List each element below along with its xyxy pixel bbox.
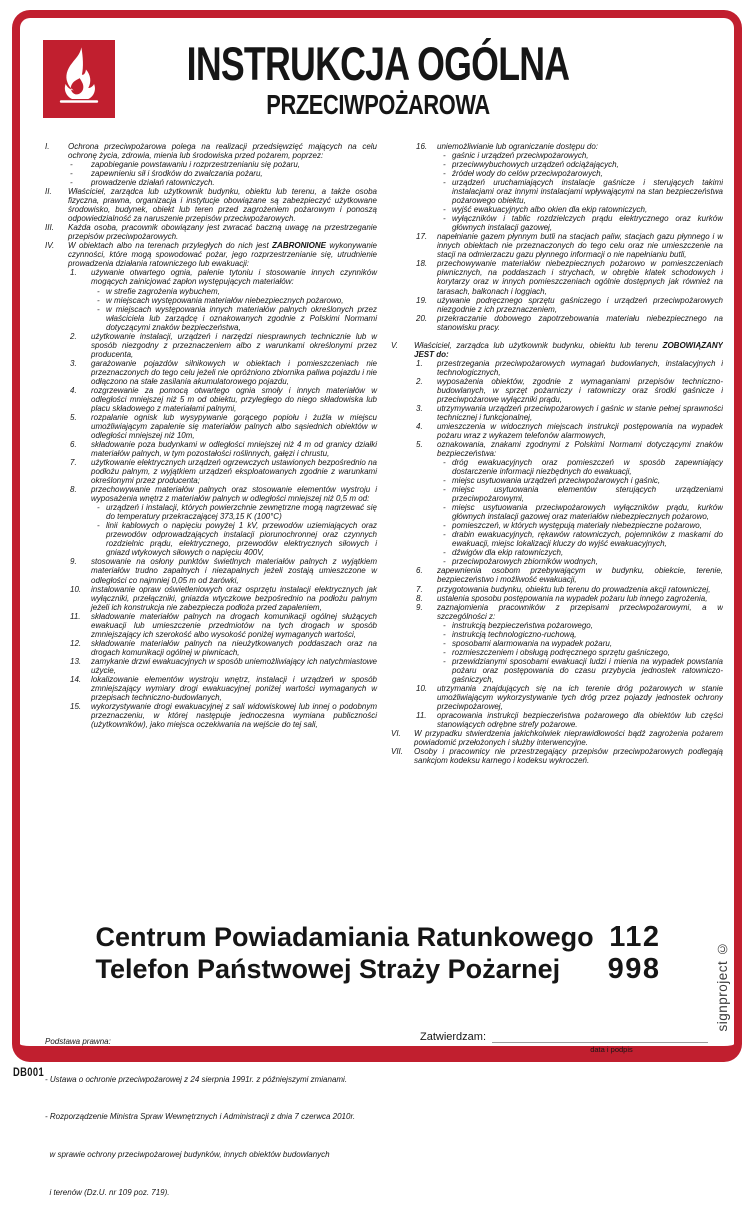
item-label: 8.: [70, 485, 77, 495]
item-text: napełnianie gazem płynnym butli na stacjach paliw, stacjach gazu płynnego i w innych obiektach nie przeznaczonych do tego celu oraz nie umieszczenie na stacji na odmierzaczu gazu płynnego informacji o nie napełnianiu butli,: [437, 232, 723, 260]
instruction-item: [391, 440, 723, 458]
item-label: 20.: [416, 313, 428, 323]
item-text: przechowywanie materiałów niebezpiecznych pożarowo w pomieszczeniach piwnicznych, na poddaszach i strychach, w obrębie klatek schodowych i korytarzy oraz w innych pomieszczeniach ogólnie dostępnych jak również na tarasach, balkonach i loggiach,: [437, 259, 723, 296]
item-text: dźwigów dla ekip ratowniczych,: [452, 548, 564, 558]
instruction-item: [391, 621, 723, 630]
item-text: przewidzianymi sposobami ewakuacji ludzi i mienia na wypadek powstania pożaru oraz postępowania do czasu przybycia jednostek ratowniczo-gaśniczych,: [452, 656, 723, 684]
item-text: instrukcją technologiczno-ruchową,: [452, 629, 577, 639]
instruction-item: [45, 612, 377, 639]
item-text: miejsc usytuowania elementów sterujących urządzeniami przeciwpożarowymi,: [452, 485, 723, 504]
item-text: przygotowania budynku, obiektu lub terenu do prowadzenia akcji ratowniczej,: [437, 584, 711, 594]
item-text: Właściciel, zarządca lub użytkownik budynku, obiektu lub terenu, a także osoba fizyczna, prawna, organizacja i instytucje obowiązane są zabezpieczyć użytkowane środowisko, budynek, obiekt lub teren przed zagrożeniem pożarowym i ponoszą odpowiedzialność za naruszenie przepisów przeciwpożarowych.: [68, 187, 377, 224]
item-text: źródeł wody do celów przeciwpożarowych,: [452, 169, 603, 179]
item-label: 4.: [70, 385, 77, 395]
item-text: rozpalanie ognisk lub wysypywanie gorącego popiołu i żużla w miejscu umożliwiającym zapalenie się materiałów palnych albo sąsiednich obiektów w odległości mniejszej niż 10m,: [91, 412, 377, 440]
item-label: VI.: [391, 729, 401, 738]
item-label: 3.: [70, 358, 77, 368]
item-text: przechowywanie materiałów palnych oraz stosowanie elementów wystroju i wyposażenia wnętrz z materiałów palnych w odległości mniejszej niż 0,5 m od:: [91, 485, 377, 504]
item-label: -: [443, 160, 446, 170]
item-label: 2.: [70, 331, 77, 341]
instruction-item: [45, 178, 377, 187]
item-label: -: [443, 169, 446, 179]
item-text: utrzymywania urządzeń przeciwpożarowych i gaśnic w stanie pełnej sprawności technicznej i funkcjonalnej,: [437, 403, 723, 422]
item-text: wyjść ewakuacyjnych albo okien dla ekip ratowniczych,: [452, 205, 648, 215]
item-label: 7.: [70, 458, 77, 468]
item-text: używanie podręcznego sprzętu gaśniczego i urządzeń przeciwpożarowych niezgodnie z ich przeznaczeniem,: [437, 295, 723, 314]
item-label: -: [443, 638, 446, 648]
instruction-item: [391, 521, 723, 530]
instruction-item: [45, 332, 377, 359]
item-text: sposobami alarmowania na wypadek pożaru,: [452, 638, 613, 648]
instruction-item: [391, 232, 723, 259]
emergency-number: 998: [607, 953, 661, 986]
instruction-item: [391, 557, 723, 566]
legal-line: - Rozporządzenie Ministra Spraw Wewnętrznych i Administracji z dnia 7 czerwca 2010r.: [45, 1112, 356, 1122]
instruction-item: [45, 142, 377, 160]
item-label: 16.: [416, 142, 428, 151]
item-text: rozgrzewanie za pomocą otwartego ognia smoły i innych materiałów w odległości mniejszej niż 5 m od obiektu, przyległego do niego składowiska lub placu składowego z materiałami palnymi,: [91, 385, 377, 413]
instruction-item: [45, 268, 377, 286]
item-text: pomieszczeń, w których występują materiały niebezpieczne pożarowo,: [452, 521, 702, 531]
item-label: 7.: [416, 584, 423, 594]
instruction-item: [45, 585, 377, 612]
item-text: przestrzegania przeciwpożarowych wymagań budowlanych, instalacyjnych i technologicznych,: [437, 358, 723, 377]
instruction-item: [391, 711, 723, 729]
instruction-item: [391, 259, 723, 295]
item-text: w strefie zagrożenia wybuchem,: [106, 286, 220, 296]
item-text: składowanie materiałów palnych na nieużytkowanych poddaszach oraz na drogach komunikacji ogólnej w piwnicach,: [91, 638, 377, 657]
instruction-item: [391, 142, 723, 151]
item-label: V.: [391, 340, 398, 350]
item-label: 1.: [416, 358, 423, 368]
item-label: 2.: [416, 376, 423, 386]
instruction-item: [391, 566, 723, 584]
item-text: linii kablowych o napięciu powyżej 1 kV, przewodów uziemiających oraz przewodów odprowadzających instalacji piorunochronnej oraz czynnych rozdzielnic prądu, elektrycznego, przewodów elektrycznych siłowych i gniazd wtykowych siłowych o napięciu 400V,: [106, 521, 377, 558]
item-text: prowadzenie działań ratowniczych.: [91, 178, 215, 188]
instruction-columns: [45, 142, 723, 924]
item-label: -: [443, 178, 446, 188]
legal-basis: [45, 999, 395, 1216]
instruction-item: [391, 404, 723, 422]
item-label: -: [97, 295, 100, 305]
instruction-item: [45, 169, 377, 178]
item-label: -: [443, 503, 446, 513]
item-label: 9.: [416, 602, 423, 612]
item-text: użytkowanie elektrycznych urządzeń ogrzewczych ustawionych bezpośrednio na podłożu palnym, z wyjątkiem urządzeń eksploatowanych zgodnie z warunkami określonymi przez producenta;: [91, 458, 377, 486]
instruction-item: [391, 314, 723, 332]
instruction-item: [391, 630, 723, 639]
item-label: 5.: [70, 412, 77, 422]
item-label: 10.: [70, 584, 82, 594]
instruction-item: [45, 187, 377, 223]
instruction-item: [45, 241, 377, 268]
item-text: Każda osoba, pracownik obowiązany jest zwracać baczną uwagę na przestrzeganie przepisów przeciwpożarowych.: [68, 223, 377, 242]
column-right: [391, 142, 723, 924]
item-text: przeciwwybuchowych urządzeń odciążających,: [452, 160, 619, 170]
instruction-item: [391, 160, 723, 169]
instruction-item: [45, 160, 377, 169]
instruction-item: [45, 557, 377, 584]
instruction-item: [391, 603, 723, 621]
item-text: składowanie materiałów palnych na drogach komunikacji ogólnej służących ewakuacji lub umieszczenie przedmiotów na tych drogach w sposób zmniejszający ich szerokość albo wysokość poniżej wymaganych wartości,: [91, 611, 377, 639]
item-text: uniemożliwianie lub ograniczanie dostępu do:: [437, 142, 598, 151]
item-label: 13.: [70, 656, 82, 666]
emergency-label: Telefon Państwowej Straży Pożarnej: [95, 954, 561, 985]
item-label: -: [443, 476, 446, 486]
legal-line: Podstawa prawna:: [45, 1036, 111, 1046]
item-label: -: [443, 521, 446, 531]
instruction-item: [45, 657, 377, 675]
instruction-item: [391, 639, 723, 648]
item-text: gaśnic i urządzeń przeciwpożarowych,: [452, 151, 589, 161]
instruction-item: [45, 675, 377, 702]
instruction-item: [391, 359, 723, 377]
item-text: miejsc usytuowania urządzeń przeciwpożarowych i gaśnic,: [452, 476, 661, 486]
approval-block: [420, 1030, 708, 1054]
legal-line: i terenów (Dz.U. nr 109 poz. 719).: [45, 1187, 170, 1197]
item-label: -: [97, 304, 100, 314]
item-label: 9.: [70, 557, 77, 567]
emergency-number: 112: [609, 921, 661, 953]
emergency-row: [96, 954, 661, 984]
instruction-item: [45, 296, 377, 305]
poster-header: [0, 37, 756, 120]
approve-sub-label: data i podpis: [590, 1045, 633, 1054]
item-label: -: [443, 620, 446, 630]
instruction-item: [391, 341, 723, 359]
instruction-item: [391, 214, 723, 232]
item-label: -: [443, 458, 446, 468]
emergency-row: [96, 922, 661, 952]
instruction-item: [391, 503, 723, 521]
item-label: -: [443, 557, 446, 567]
item-text: W przypadku stwierdzenia jakichkolwiek nieprawidłowości bądź zagrożenia pożarem powiadomić przełożonych i służby interwencyjne.: [414, 729, 723, 748]
instruction-item: [391, 530, 723, 548]
instruction-item: [391, 485, 723, 503]
item-text: dróg ewakuacyjnych oraz pomieszczeń w sposób zapewniający dostarczenie informacji niezbędnych do ewakuacji,: [452, 458, 723, 477]
item-text: wykorzystywanie drogi ewakuacyjnej z sali widowiskowej lub innej o podobnym przeznaczeniu, w której następuje jednoczesna wymiana publiczności (użytkowników), jako miejsca oczekiwania na wejście do tej sali,: [91, 701, 377, 729]
item-text: w miejscach występowania innych materiałów palnych określonych przez właściciela lub zarządcę i oznakowanych zgodnie z Polskimi Normami dotyczącymi znaków bezpieczeństwa,: [106, 304, 377, 332]
item-label: -: [443, 485, 446, 495]
item-text: Osoby i pracownicy nie przestrzegający przepisów przeciwpożarowych podlegają sankcjom kodeksu karnego i kodeksu wykroczeń.: [414, 747, 723, 766]
instruction-item: [391, 747, 723, 765]
item-label: 12.: [70, 638, 82, 648]
item-text: W obiektach albo na terenach przyległych do nich jest ZABRONIONE wykonywanie czynności, które mogą spowodować pożar, jego rozprzestrzenianie się, utrudnienie prowadzenia działania ratowniczego lub ewakuacji:: [68, 241, 377, 269]
instruction-item: [45, 413, 377, 440]
item-text: zaznajomienia pracowników z przepisami przeciwpożarowymi, a w szczególności z:: [437, 602, 723, 621]
item-label: 5.: [416, 440, 423, 449]
item-label: III.: [45, 223, 54, 233]
instruction-item: [391, 151, 723, 160]
item-label: 18.: [416, 259, 428, 269]
instruction-item: [391, 548, 723, 557]
item-text: oznakowania, znakami zgodnymi z Polskimi Normami dotyczącymi znaków bezpieczeństwa:: [437, 440, 723, 459]
item-text: zapobieganie powstawaniu i rozprzestrzenianiu się pożaru,: [91, 160, 301, 170]
instruction-item: [391, 205, 723, 214]
instruction-item: [45, 458, 377, 485]
instruction-item: [391, 594, 723, 603]
instruction-item: [45, 359, 377, 386]
instruction-item: [391, 458, 723, 476]
item-text: zapewnienia osobom przebywającym w budynku, obiekcie, terenie, bezpieczeństwo i możliwość ewakuacji,: [437, 566, 723, 585]
item-text: instalowanie opraw oświetleniowych oraz osprzętu instalacji elektrycznych jak wyłączniki, przełączniki, gniazda wtyczkowe bezpośrednio na podłożu palnym jeżeli ich konstrukcja nie zabezpiecza podłoża przed zapaleniem,: [91, 584, 377, 612]
item-text: instrukcją bezpieczeństwa pożarowego,: [452, 620, 593, 630]
emergency-numbers: [0, 922, 756, 984]
item-text: Właściciel, zarządca lub użytkownik budynku, obiektu lub terenu ZOBOWIĄZANY JEST do:: [414, 340, 723, 359]
item-label: -: [70, 169, 73, 179]
item-text: użytkowanie instalacji, urządzeń i narzędzi niesprawnych technicznie lub w sposób niezgodny z przeznaczeniem albo z warunkami określonymi przez producenta,: [91, 331, 377, 359]
item-label: -: [443, 548, 446, 558]
item-label: -: [70, 178, 73, 188]
item-text: utrzymania znajdujących się na ich terenie dróg pożarowych w stanie umożliwiającym wykorzystywanie tych dróg przez pojazdy jednostek ochrony przeciwpożarowej,: [437, 683, 723, 711]
item-label: VII.: [391, 747, 404, 757]
item-text: drabin ewakuacyjnych, rękawów ratowniczych, pojemników z maskami do ewakuacji, miejsc lokalizacji kluczy do wyjść ewakuacyjnych,: [452, 530, 723, 549]
item-label: I.: [45, 142, 50, 151]
poster-title: INSTRUKCJA OGÓLNA: [186, 37, 570, 90]
legal-line: w sprawie ochrony przeciwpożarowej budynków, innych obiektów budowlanych: [45, 1150, 330, 1159]
item-text: urządzeń i instalacji, których powierzchnie zewnętrzne mogą nagrzewać się do temperatury przekraczającej 373,15 K (100°C): [106, 503, 377, 522]
instruction-item: [45, 485, 377, 503]
instruction-item: [45, 503, 377, 521]
instruction-item: [391, 422, 723, 440]
item-text: stosowanie na osłony punktów świetlnych materiałów palnych z wyjątkiem materiałów trudno zapalnych i niezapalnych jeżeli zostają umieszczone w odległości co najmniej 0,05 m od żarówki,: [91, 557, 377, 585]
item-text: rozmieszczeniem i obsługą podręcznego sprzętu gaśniczego,: [452, 647, 670, 657]
item-text: lokalizowanie elementów wystroju wnętrz, instalacji i urządzeń w sposób zmniejszający wymiary drogi ewakuacyjnej poniżej wartości wymaganych w przepisach techniczno-budowlanych,: [91, 674, 377, 702]
instruction-item: [45, 386, 377, 413]
instruction-item: [45, 440, 377, 458]
item-text: w miejscach występowania materiałów niebezpiecznych pożarowo,: [106, 295, 344, 305]
item-label: -: [443, 530, 446, 540]
item-text: urządzeń uruchamiających instalacje gaśnicze i sterujących takimi instalacjami oraz innymi instalacjami wpływającymi na stan bezpieczeństwa pożarowego obiektu,: [452, 178, 723, 206]
item-label: 15.: [70, 701, 82, 711]
item-text: wyposażenia obiektów, zgodnie z wymaganiami przepisów techniczno-budowlanych, w sprzęt pożarniczy i ratowniczy oraz środki gaśnicze i przeciwpożarowe wyłączniki prądu,: [437, 376, 723, 404]
item-label: 4.: [416, 421, 423, 431]
item-text: umieszczenia w widocznych miejscach instrukcji postępowania na wypadek pożaru wraz z wykazem telefonów alarmowych,: [437, 421, 723, 440]
item-label: -: [97, 521, 100, 531]
item-text: miejsc usytuowania przeciwpożarowych wyłączników prądu, kurków głównych instalacji gazowej oraz materiałów niebezpiecznych pożarowo,: [452, 503, 723, 522]
item-label: 17.: [416, 232, 428, 242]
poster-subtitle: PRZECIWPOŻAROWA: [266, 89, 490, 120]
item-text: używanie otwartego ognia, palenie tytoniu i stosowanie innych czynników mogących zainicjować zapłon występujących materiałów:: [91, 268, 377, 287]
instruction-item: [391, 169, 723, 178]
instruction-item: [391, 585, 723, 594]
brand-watermark: signproject ©: [715, 941, 730, 1032]
document-code: DB001: [13, 1065, 45, 1079]
item-label: 6.: [416, 566, 423, 576]
item-text: Ochrona przeciwpożarowa polega na realizacji przedsięwzięć mających na celu ochronę życia, zdrowia, mienia lub środowiska przed pożarem, poprzez:: [68, 142, 377, 161]
instruction-item: [391, 296, 723, 314]
emergency-label: Centrum Powiadamiania Ratunkowego: [95, 922, 594, 952]
item-label: -: [443, 214, 446, 224]
column-left: [45, 142, 377, 924]
item-label: -: [97, 286, 100, 296]
instruction-item: [391, 178, 723, 205]
signature-line: [492, 1030, 708, 1043]
item-label: 10.: [416, 683, 428, 693]
instruction-item: [391, 684, 723, 711]
item-text: przeciwpożarowych zbiorników wodnych,: [452, 557, 598, 567]
item-label: -: [443, 629, 446, 639]
instruction-item: [45, 702, 377, 729]
item-text: przekraczanie dobowego zapotrzebowania materiału niebezpiecznego na stanowisku pracy.: [437, 313, 723, 332]
instruction-item: [391, 657, 723, 684]
item-label: -: [70, 160, 73, 170]
item-label: -: [97, 503, 100, 513]
item-label: 1.: [70, 268, 77, 278]
instruction-item: [391, 729, 723, 747]
item-label: -: [443, 656, 446, 666]
item-label: 8.: [416, 593, 423, 603]
instruction-item: [391, 377, 723, 404]
instruction-item: [391, 476, 723, 485]
item-text: zapewnieniu sił i środków do zwalczania pożaru,: [91, 169, 263, 179]
instruction-item: [391, 648, 723, 657]
item-text: ustalenia sposobu postępowania na wypadek pożaru lub innego zagrożenia,: [437, 593, 708, 603]
instruction-item: [45, 521, 377, 557]
item-label: IV.: [45, 241, 55, 251]
item-text: opracowania instrukcji bezpieczeństwa pożarowego dla obiektów lub części stanowiących odrębne strefy pożarowe.: [437, 710, 723, 729]
item-text: zamykanie drzwi ewakuacyjnych w sposób uniemożliwiający ich natychmiastowe użycie,: [91, 656, 377, 675]
item-label: 11.: [416, 710, 427, 720]
item-label: 11.: [70, 611, 81, 621]
instruction-item: [45, 223, 377, 241]
item-label: 19.: [416, 295, 428, 305]
item-label: -: [443, 151, 446, 161]
item-label: II.: [45, 187, 52, 197]
instruction-item: [45, 639, 377, 657]
item-text: składowanie poza budynkami w odległości mniejszej niż 4 m od granicy działki materiałów palnych, w tym pozostałości roślinnych, gałęzi i chrustu,: [91, 440, 377, 459]
item-label: -: [443, 205, 446, 215]
item-text: garażowanie pojazdów silnikowych w obiektach i pomieszczeniach nie przeznaczonych do tego celu jeżeli nie opróżniono zbiornika paliwa pojazdu i nie odłączono na stałe zasilania akumulatorowego pojazdu,: [91, 358, 377, 386]
item-text: wyłączników i tablic rozdzielczych prądu elektrycznego oraz kurków głównych instalacji gazowej,: [452, 214, 723, 233]
instruction-item: [45, 305, 377, 332]
item-label: -: [443, 647, 446, 657]
item-label: 6.: [70, 440, 77, 450]
item-label: 14.: [70, 674, 82, 684]
instruction-item: [45, 287, 377, 296]
item-label: 3.: [416, 403, 423, 413]
legal-line: - Ustawa o ochronie przeciwpożarowej z 24 sierpnia 1991r. z późniejszymi zmianami.: [45, 1074, 348, 1084]
approve-label: Zatwierdzam:: [420, 1031, 487, 1043]
